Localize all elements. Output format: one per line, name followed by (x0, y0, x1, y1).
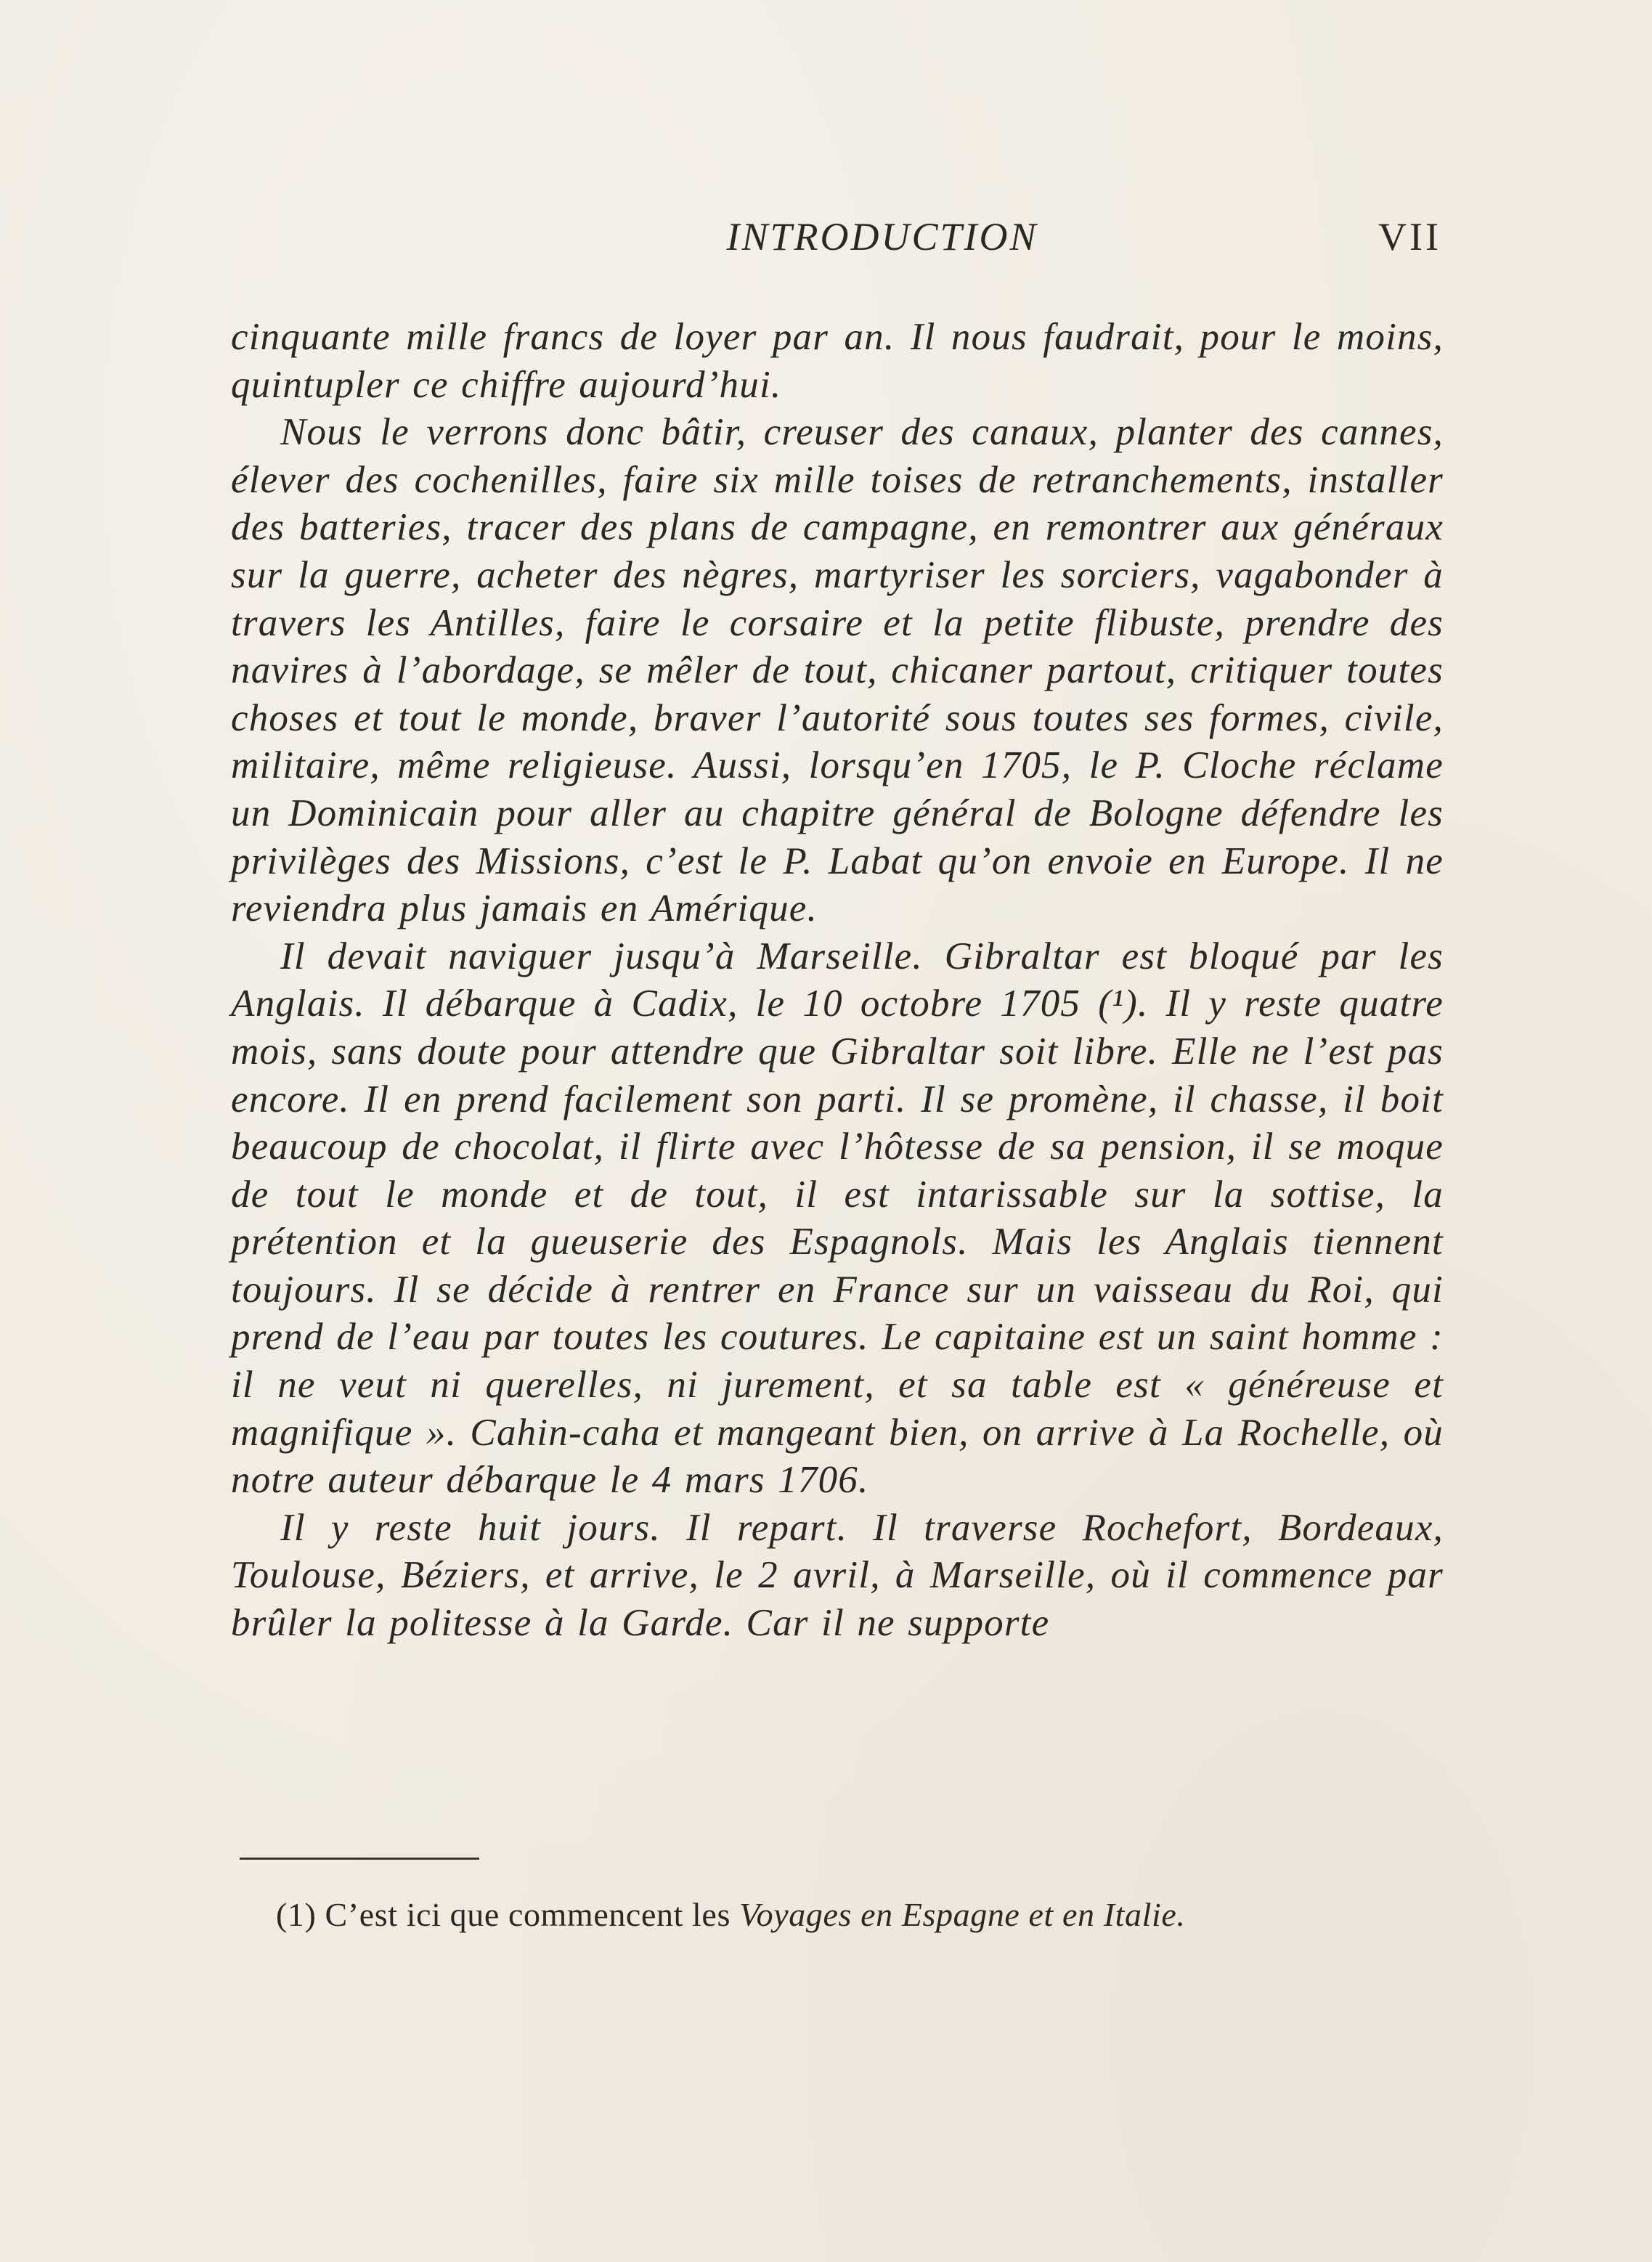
paragraph-3: Il devait naviguer jusqu’à Marseille. Gibraltar est bloqué par les Anglais. Il débarque à Cadix, le 10 octobre 1705 (¹). Il y reste quatre mois, sans doute pour attendre que Gibraltar soit libre. Elle ne l’est pas encore. Il en prend facilement son parti. Il se promène, il chasse, il boit beaucoup de chocolat, il flirte avec l’hôtesse de sa pension, il se moque de tout le monde et de tout, il est intarissable sur la sottise, la prétention et la gueuserie des Espagnols. Mais les Anglais tiennent toujours. Il se décide à rentrer en France sur un vaisseau du Roi, qui prend de l’eau par toutes les coutures. Le capitaine est un saint homme : il ne veut ni querelles, ni jurement, et sa table est « généreuse et magnifique ». Cahin-caha et mangeant bien, on arrive à La Rochelle, où notre auteur débarque le 4 mars 1706. (231, 935, 1444, 1502)
paragraph-1: cinquante mille francs de loyer par an. Il nous faudrait, pour le moins, quintupler ce chiffre aujourd’hui. (231, 316, 1444, 406)
footnote-divider (240, 1858, 479, 1860)
footnote (276, 1895, 1438, 1934)
body-text (231, 314, 1444, 1648)
footnote-italic-title: Voyages en Espagne et en Italie. (739, 1896, 1186, 1933)
footnote-text: C’est ici que commencent les (325, 1896, 731, 1933)
paragraph-4: Il y reste huit jours. Il repart. Il traverse Rochefort, Bordeaux, Toulouse, Béziers, et arrive, le 2 avril, à Marseille, où il commence par brûler la politesse à la Garde. Car il ne supporte (231, 1506, 1444, 1645)
running-title: INTRODUCTION (726, 215, 1038, 259)
paragraph-2: Nous le verrons donc bâtir, creuser des canaux, planter des cannes, élever des cochenilles, faire six mille toises de retranchements, installer des batteries, tracer des plans de campagne, en remontrer aux généraux sur la guerre, acheter des nègres, martyriser les sorciers, vagabonder à travers les Antilles, faire le corsaire et la petite flibuste, prendre des navires à l’abordage, se mêler de tout, chicaner partout, critiquer toutes choses et tout le monde, braver l’autorité sous toutes ses formes, civile, militaire, même religieuse. Aussi, lorsqu’en 1705, le P. Cloche réclame un Dominicain pour aller au chapitre général de Bologne défendre les privilèges des Missions, c’est le P. Labat qu’on envoie en Europe. Il ne reviendra plus jamais en Amérique. (231, 411, 1444, 930)
running-head (236, 214, 1441, 265)
page-number: VII (1378, 215, 1441, 259)
footnote-marker: (1) (276, 1896, 317, 1933)
